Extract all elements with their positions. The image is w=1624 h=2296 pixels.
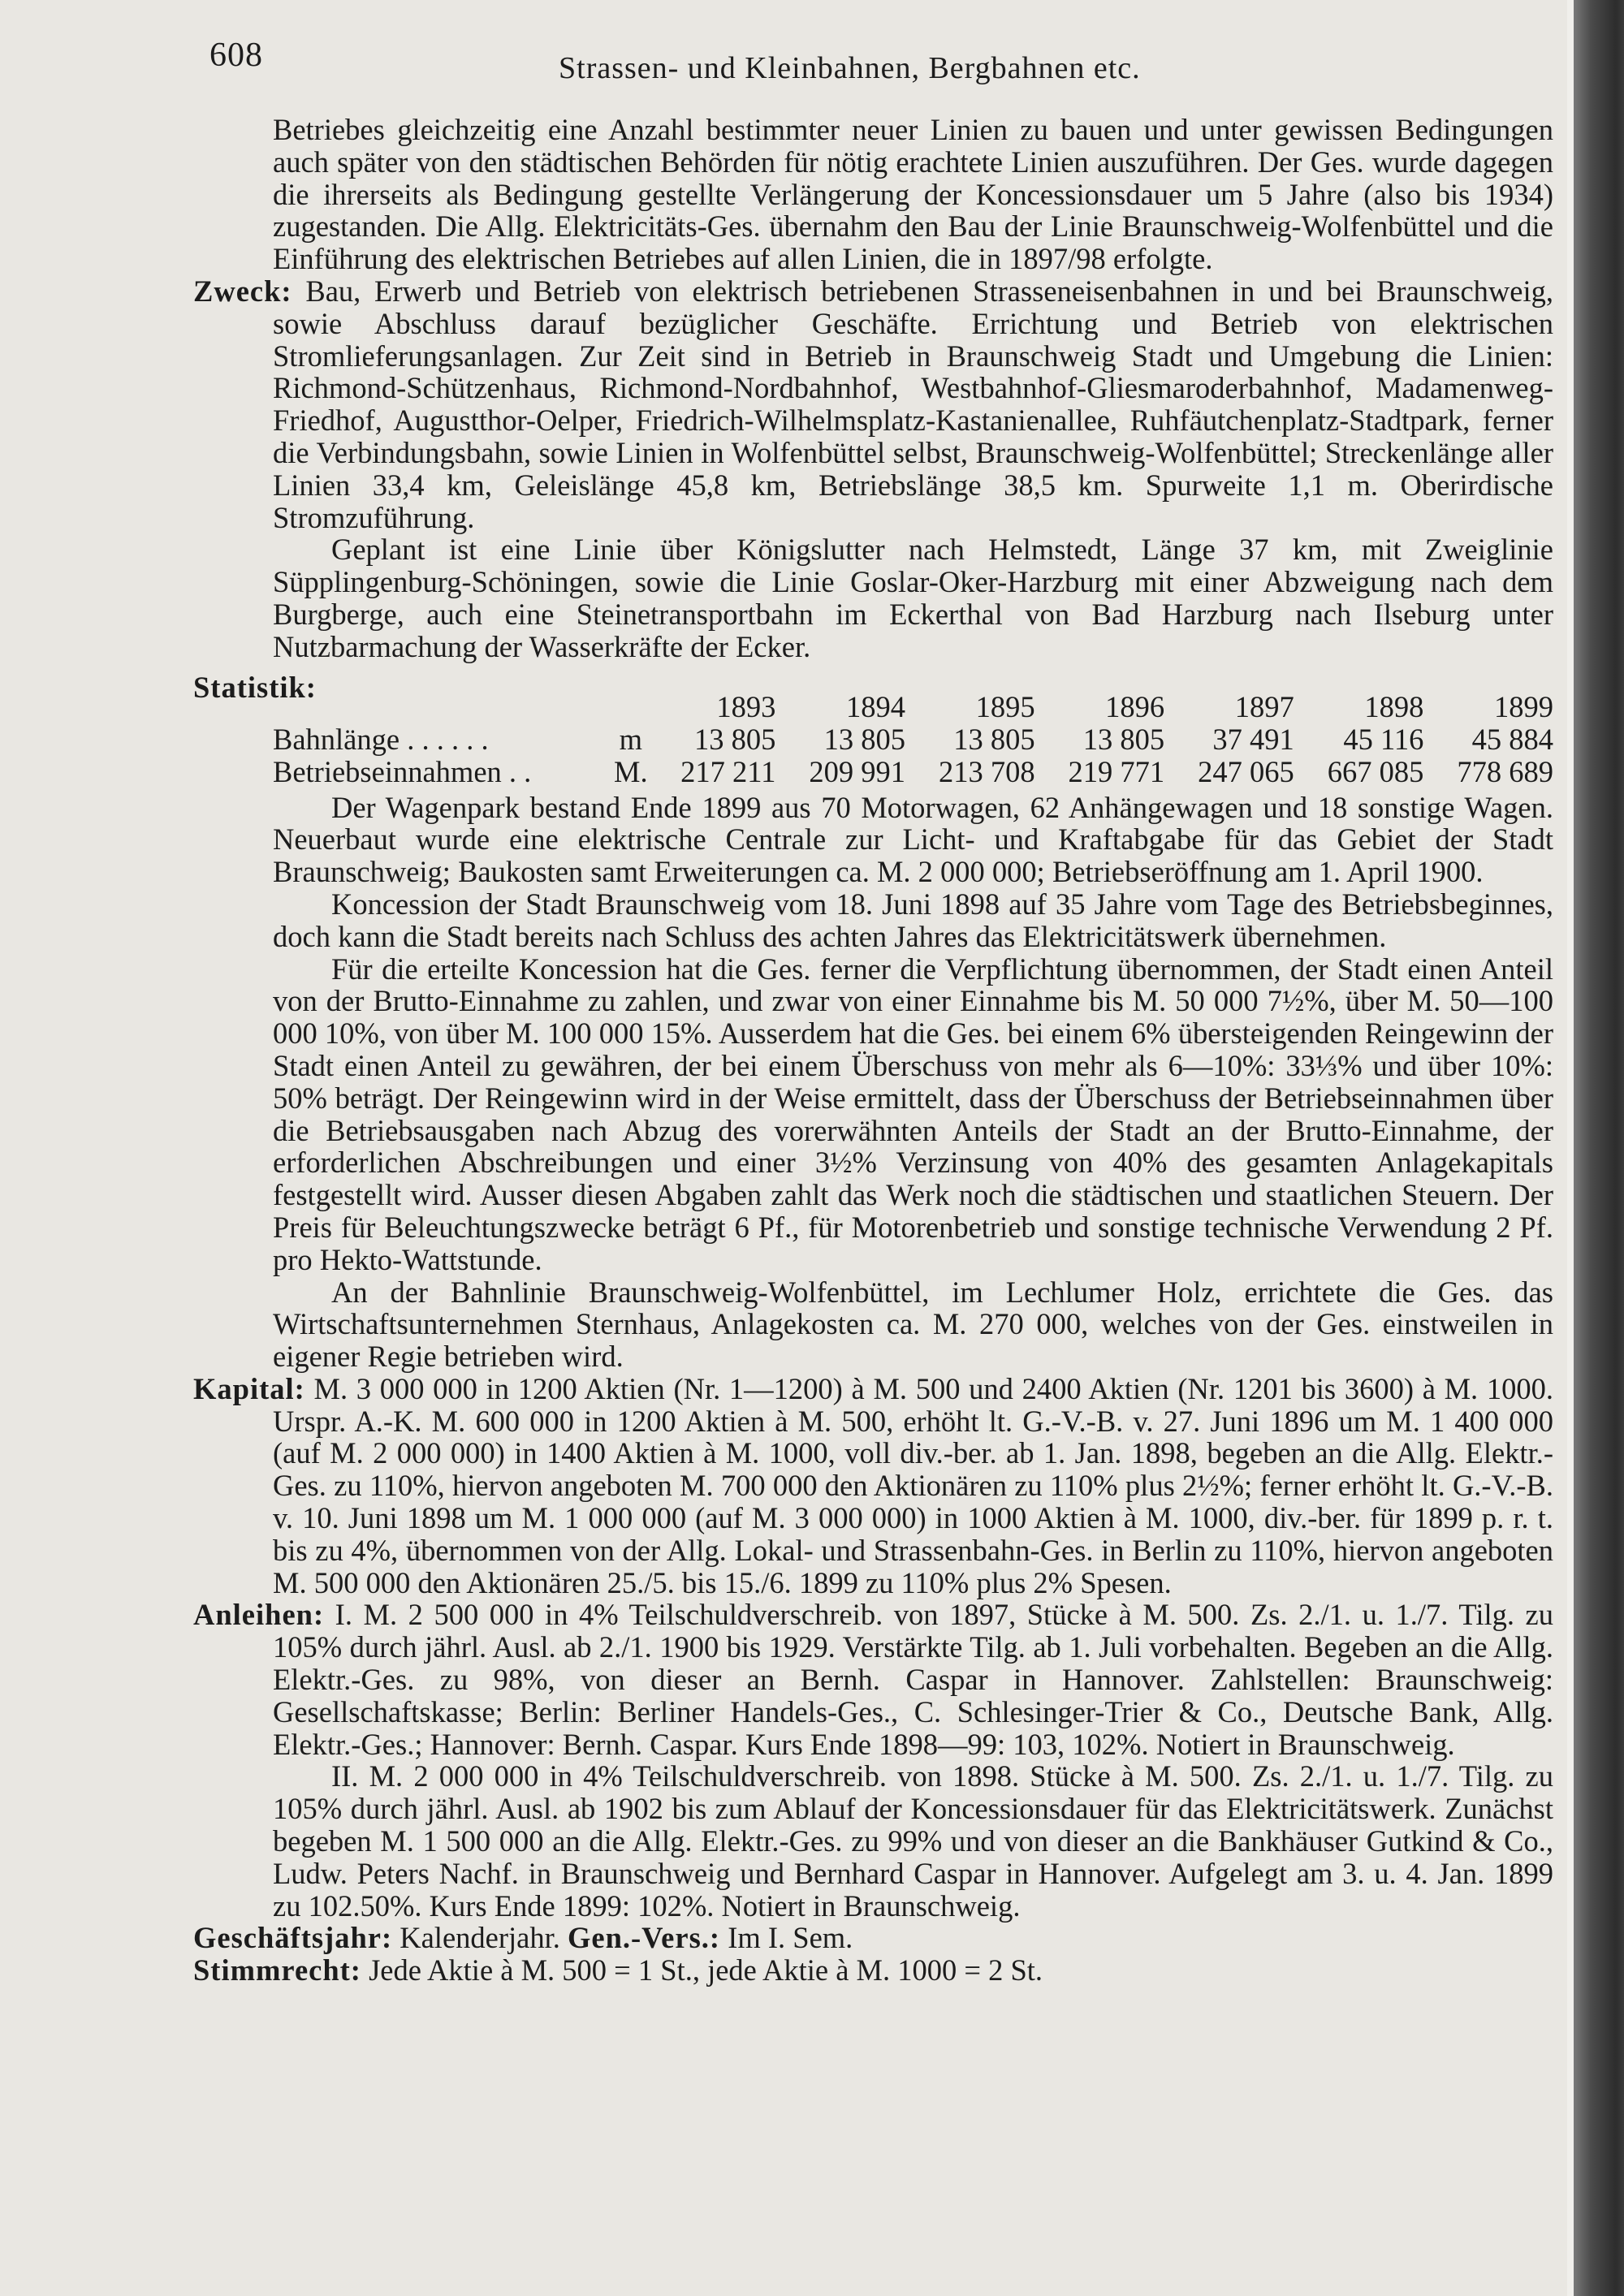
stimmrecht-section [193,1954,1553,1987]
year-cell: 1893 [716,689,776,723]
table-cell: 45 116 [1343,722,1424,756]
geschaeftsjahr-section [193,1922,1553,1954]
zweck-planned-paragraph: Geplant ist eine Linie über Königslutter nach Helmstedt, Länge 37 km, mit Zweiglinie Süpplingenburg-Schöningen, sowie die Linie Goslar-Oker-Harzburg mit einer Abzweigung nach dem Burgberge, auch eine Steinetransportbahn im Eckerthal von Bad Harzburg nach Ilseburg unter Nutzbarmachung der Wasserkräfte der Ecker. [273,533,1553,663]
table-cell: 13 805 [823,722,905,756]
statistik-table [273,691,1553,788]
kapital-section [193,1373,1553,1599]
kapital-text: M. 3 000 000 in 1200 Aktien (Nr. 1—1200) à M. 500 und 2400 Aktien (Nr. 1201 bis 3600) à M. 1000. Urspr. A.-K. M. 600 000 in 1200 Aktien à M. 500, erhöht lt. G.-V.-B. v. 27. Juni 1896 um M. 1 400 000 (auf M. 2 000 000) in 1400 Aktien à M. 1000, voll div.-ber. ab 1. Jan. 1898, begeben an die Allg. Elektr.-Ges. zu 110%, hiervon angeboten M. 700 000 den Aktionären zu 110% plus 2½%; ferner erhöht lt. G.-V.-B. v. 10. Juni 1898 um M. 1 000 000 (auf M. 3 000 000) in 1000 Aktien à M. 1000, div.-ber. für 1899 p. r. t. bis zu 4%, übernommen von der Allg. Lokal- und Strassenbahn-Ges. in Berlin zu 110%, hiervon angeboten M. 500 000 den Aktionären 25./5. bis 15./6. 1899 zu 110% plus 2% Spesen. [273,1371,1553,1599]
zweck-text: Bau, Erwerb und Betrieb von elektrisch betriebenen Strasseneisenbahnen in und bei Braunschweig, sowie Abschluss darauf bezüglicher Geschäfte. Errichtung und Betrieb von elektrischen Stromlieferungsanlagen. Zur Zeit sind in Betrieb in Braunschweig Stadt und Umgebung die Linien: Richmond-Schützenhaus, Richmond-Nordbahnhof, Westbahnhof-Gliesmaroderbahnhof, Madamenweg-Friedhof, Augustthor-Oelper, Friedrich-Wilhelmsplatz-Kastanienallee, Ruhfäutchenplatz-Stadtpark, ferner die Verbindungsbahn, sowie Linien in Wolfenbüttel selbst, Braunschweig-Wolfenbüttel; Streckenlänge aller Linien 33,4 km, Geleislänge 45,8 km, Betriebslänge 38,5 km. Spurweite 1,1 m. Oberirdische Stromzuführung. [273,274,1553,534]
anleihen-section [193,1599,1553,1760]
table-cell: 13 805 [1082,722,1165,756]
row-unit: M. [614,754,648,788]
table-cell: 217 211 [680,754,776,788]
running-title: Strassen- und Kleinbahnen, Bergbahnen etc. [559,51,1141,85]
table-row [273,756,1553,788]
row-unit: m [619,722,642,756]
gen-vers-text: Im I. Sem. [728,1921,853,1955]
table-row [273,723,1553,756]
table-cell: 667 085 [1327,754,1424,788]
intro-paragraph: Betriebes gleichzeitig eine Anzahl bestimmter neuer Linien zu bauen und unter gewissen Bedingungen auch später von den städtischen Behörden für nötig erachtete Linien auszuführen. Der Ges. wurde dagegen die ihrerseits als Bedingung gestellte Verlängerung der Koncessionsdauer um 5 Jahre (also bis 1934) zugestanden. Die Allg. Elektricitäts-Ges. übernahm den Bau der Linie Braunschweig-Wolfenbüttel und die Einführung des elektrischen Betriebes auf allen Linien, die in 1897/98 erfolgte. [273,113,1553,276]
table-cell: 13 805 [694,722,776,756]
table-cell: 37 491 [1212,722,1294,756]
page-number: 608 [209,37,263,74]
page-header [209,36,1557,84]
year-cell: 1894 [845,689,905,723]
statistik-label: Statistik: [193,670,317,704]
anleihen-label: Anleihen: [193,1598,325,1632]
row-label: Bahnlänge . . . . . . [273,722,489,756]
year-cell: 1896 [1105,689,1165,723]
book-spine-edge [1567,0,1624,2296]
row-label: Betriebseinnahmen . . [273,754,532,788]
table-cell: 213 708 [938,754,1035,788]
wagenpark-paragraph: Der Wagenpark bestand Ende 1899 aus 70 Motorwagen, 62 Anhängewagen und 18 sonstige Wagen. Neuerbaut wurde eine elektrische Centrale zur Licht- und Kraftabgabe für das Gebiet der Stadt Braunschweig; Baukosten samt Erweiterungen ca. M. 2 000 000; Betriebseröffnung am 1. April 1900. [273,790,1553,889]
kapital-label: Kapital: [193,1371,305,1405]
table-cell: 13 805 [953,722,1035,756]
year-cell: 1898 [1364,689,1424,723]
geschaeftsjahr-label: Geschäftsjahr: [193,1921,393,1955]
anleihen-ii-paragraph: II. M. 2 000 000 in 4% Teilschuldverschreib. von 1898. Stücke à M. 500. Zs. 2./1. u. 1./7. Tilg. zu 105% durch jährl. Ausl. ab 1902 bis zum Ablauf der Koncessionsdauer für das Elektricitätswerk. Zunächst begeben M. 1 500 000 an die Allg. Elektr.-Ges. zu 99% und von dieser an die Bankhäuser Gutkind & Co., Ludw. Peters Nachf. in Braunschweig und Bernhard Caspar in Hannover. Aufgelegt am 3. u. 4. Jan. 1899 zu 102.50%. Kurs Ende 1899: 102%. Notiert in Braunschweig. [273,1759,1553,1923]
table-cell: 219 771 [1068,754,1165,788]
table-cell: 247 065 [1198,754,1294,788]
table-cell: 45 884 [1471,722,1553,756]
year-cell: 1895 [975,689,1035,723]
koncession-paragraph: Koncession der Stadt Braunschweig vom 18. Juni 1898 auf 35 Jahre vom Tage des Betriebsbeginnes, doch kann die Stadt bereits nach Schluss des achten Jahres das Elektricitätswerk übernehmen. [273,887,1553,953]
stimmrecht-text: Jede Aktie à M. 500 = 1 St., jede Aktie à M. 1000 = 2 St. [369,1953,1043,1987]
year-cell: 1899 [1494,689,1553,723]
page-content [193,114,1553,1987]
verpflichtung-paragraph: Für die erteilte Koncession hat die Ges. ferner die Verpflichtung übernommen, der Stadt einen Anteil von der Brutto-Einnahme zu zahlen, und zwar von einer Einnahme bis M. 50 000 7½%, über M. 50—100 000 10%, von über M. 100 000 15%. Ausserdem hat die Ges. bei einem 6% übersteigenden Reingewinn der Stadt einen Anteil zu gewähren, der bei einem Überschuss von mehr als 6—10%: 33⅓% und über 10%: 50% beträgt. Der Reingewinn wird in der Weise ermittelt, dass der Überschuss der Betriebseinnahmen über die Betriebsausgaben nach Abzug des vorerwähnten Anteils der Stadt an der Brutto-Einnahme, der erforderlichen Abschreibungen und einer 3½% Verzinsung von 40% des gesamten Anlagekapitals festgestellt wird. Ausser diesen Abgaben zahlt das Werk noch die städtischen und staatlichen Steuern. Der Preis für Beleuchtungszwecke beträgt 6 Pf., für Motorenbetrieb und sonstige technische Verwendung 2 Pf. pro Hekto-Wattstunde. [273,952,1553,1276]
table-cell: 209 991 [809,754,905,788]
geschaeftsjahr-text: Kalenderjahr. [400,1921,560,1955]
anleihen-text: I. M. 2 500 000 in 4% Teilschuldverschreib. von 1897, Stücke à M. 500. Zs. 2./1. u. 1./7. Tilg. zu 105% durch jährl. Ausl. ab 2./1. 1900 bis 1929. Verstärkte Tilg. ab 1. Juli vorbehalten. Begeben an die Allg. Elektr.-Ges. zu 98%, von dieser an Bernh. Caspar in Hannover. Zahlstellen: Braunschweig: Gesellschaftskasse; Berlin: Berliner Handels-Ges., C. Schlesinger-Trier & Co., Deutsche Bank, Allg. Elektr.-Ges.; Hannover: Bernh. Caspar. Kurs Ende 1898—99: 103, 102%. Notiert in Braunschweig. [273,1598,1554,1761]
gen-vers-label: Gen.-Vers.: [568,1921,721,1955]
year-cell: 1897 [1234,689,1294,723]
sternhaus-paragraph: An der Bahnlinie Braunschweig-Wolfenbüttel, im Lechlumer Holz, errichtete die Ges. das Wirtschaftsunternehmen Sternhaus, Anlagekosten ca. M. 270 000, welches von der Ges. einstweilen in eigener Regie betrieben wird. [273,1275,1553,1374]
table-cell: 778 689 [1457,754,1553,788]
stimmrecht-label: Stimmrecht: [193,1953,361,1987]
statistik-year-row [273,691,1553,723]
zweck-label: Zweck: [193,274,292,308]
zweck-section [193,275,1553,533]
page-edge-strip [1567,0,1574,2296]
